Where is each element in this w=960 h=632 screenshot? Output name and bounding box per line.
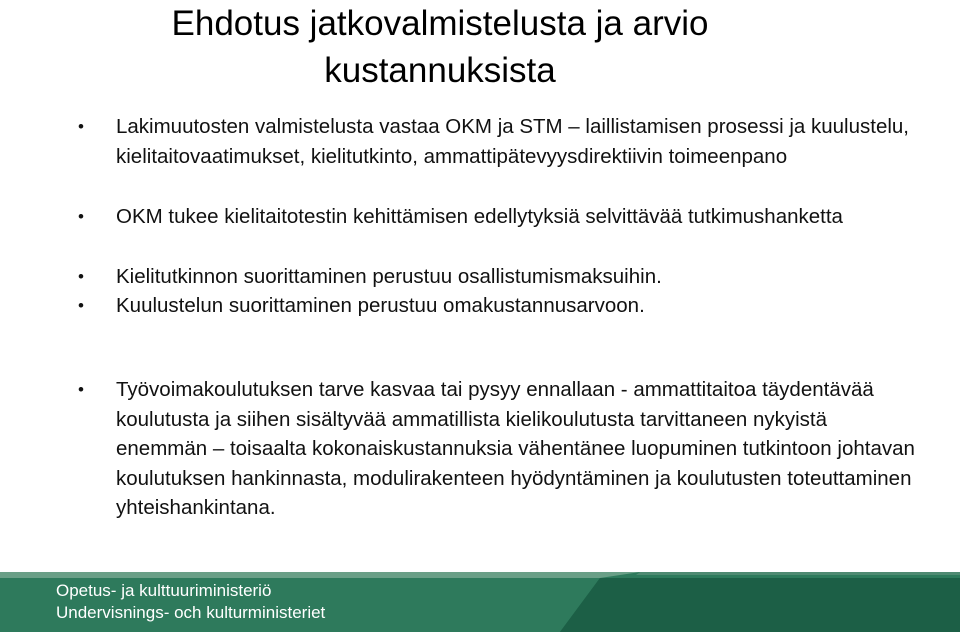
- bullet-dot: •: [78, 296, 84, 315]
- bullet-text: Työvoimakoulutuksen tarve kasvaa tai pysyy ennallaan - ammattitaitoa täydentävää koulutusta ja siihen sisältyvää ammatillista kielikoulutusta tarvittaneen nykyistä enemmän – toisaalta kokonaiskustannuksia vähentänee luopuminen tutkintoon johtavan koulutuksen hankinnasta, modulirakenteen hyödyntäminen ja koulutusten toteuttaminen yhteishankintana.: [116, 378, 915, 519]
- bullet-item: [78, 262, 916, 292]
- bullet-dot: •: [78, 267, 84, 286]
- bullet-text: Kielitutkinnon suorittaminen perustuu osallistumismaksuihin.: [116, 265, 662, 288]
- footer-ministry-sv: Undervisnings- och kulturministeriet: [56, 603, 326, 622]
- bullet-text: OKM tukee kielitaitotestin kehittämisen edellytyksiä selvittävää tutkimushanketta: [116, 205, 843, 228]
- bullet-item: [78, 112, 916, 171]
- bullet-dot: •: [78, 380, 84, 399]
- bullet-text: Kuulustelun suorittaminen perustuu omakustannusarvoon.: [116, 294, 645, 317]
- bullet-dot: •: [78, 117, 84, 136]
- footer-banner: [0, 572, 960, 632]
- footer-ministry-fi: Opetus- ja kulttuuriministeriö: [56, 581, 272, 600]
- footer-stripe-highlight: [0, 572, 640, 578]
- bullet-item: [78, 375, 916, 523]
- bullet-item: [78, 291, 916, 321]
- slide-title: Ehdotus jatkovalmistelusta ja arvio kustannuksista: [171, 4, 709, 90]
- bullet-text: Lakimuutosten valmistelusta vastaa OKM ja STM – laillistamisen prosessi ja kuulustelu, kielitaitovaatimukset, kielitutkinto, ammattipätevyysdirektiivin toimeenpano: [116, 115, 909, 168]
- bullet-dot: •: [78, 207, 84, 226]
- bullet-item: [78, 202, 916, 232]
- footer-stripe-accent: [636, 572, 960, 575]
- footer-stripe-dark: [560, 578, 960, 632]
